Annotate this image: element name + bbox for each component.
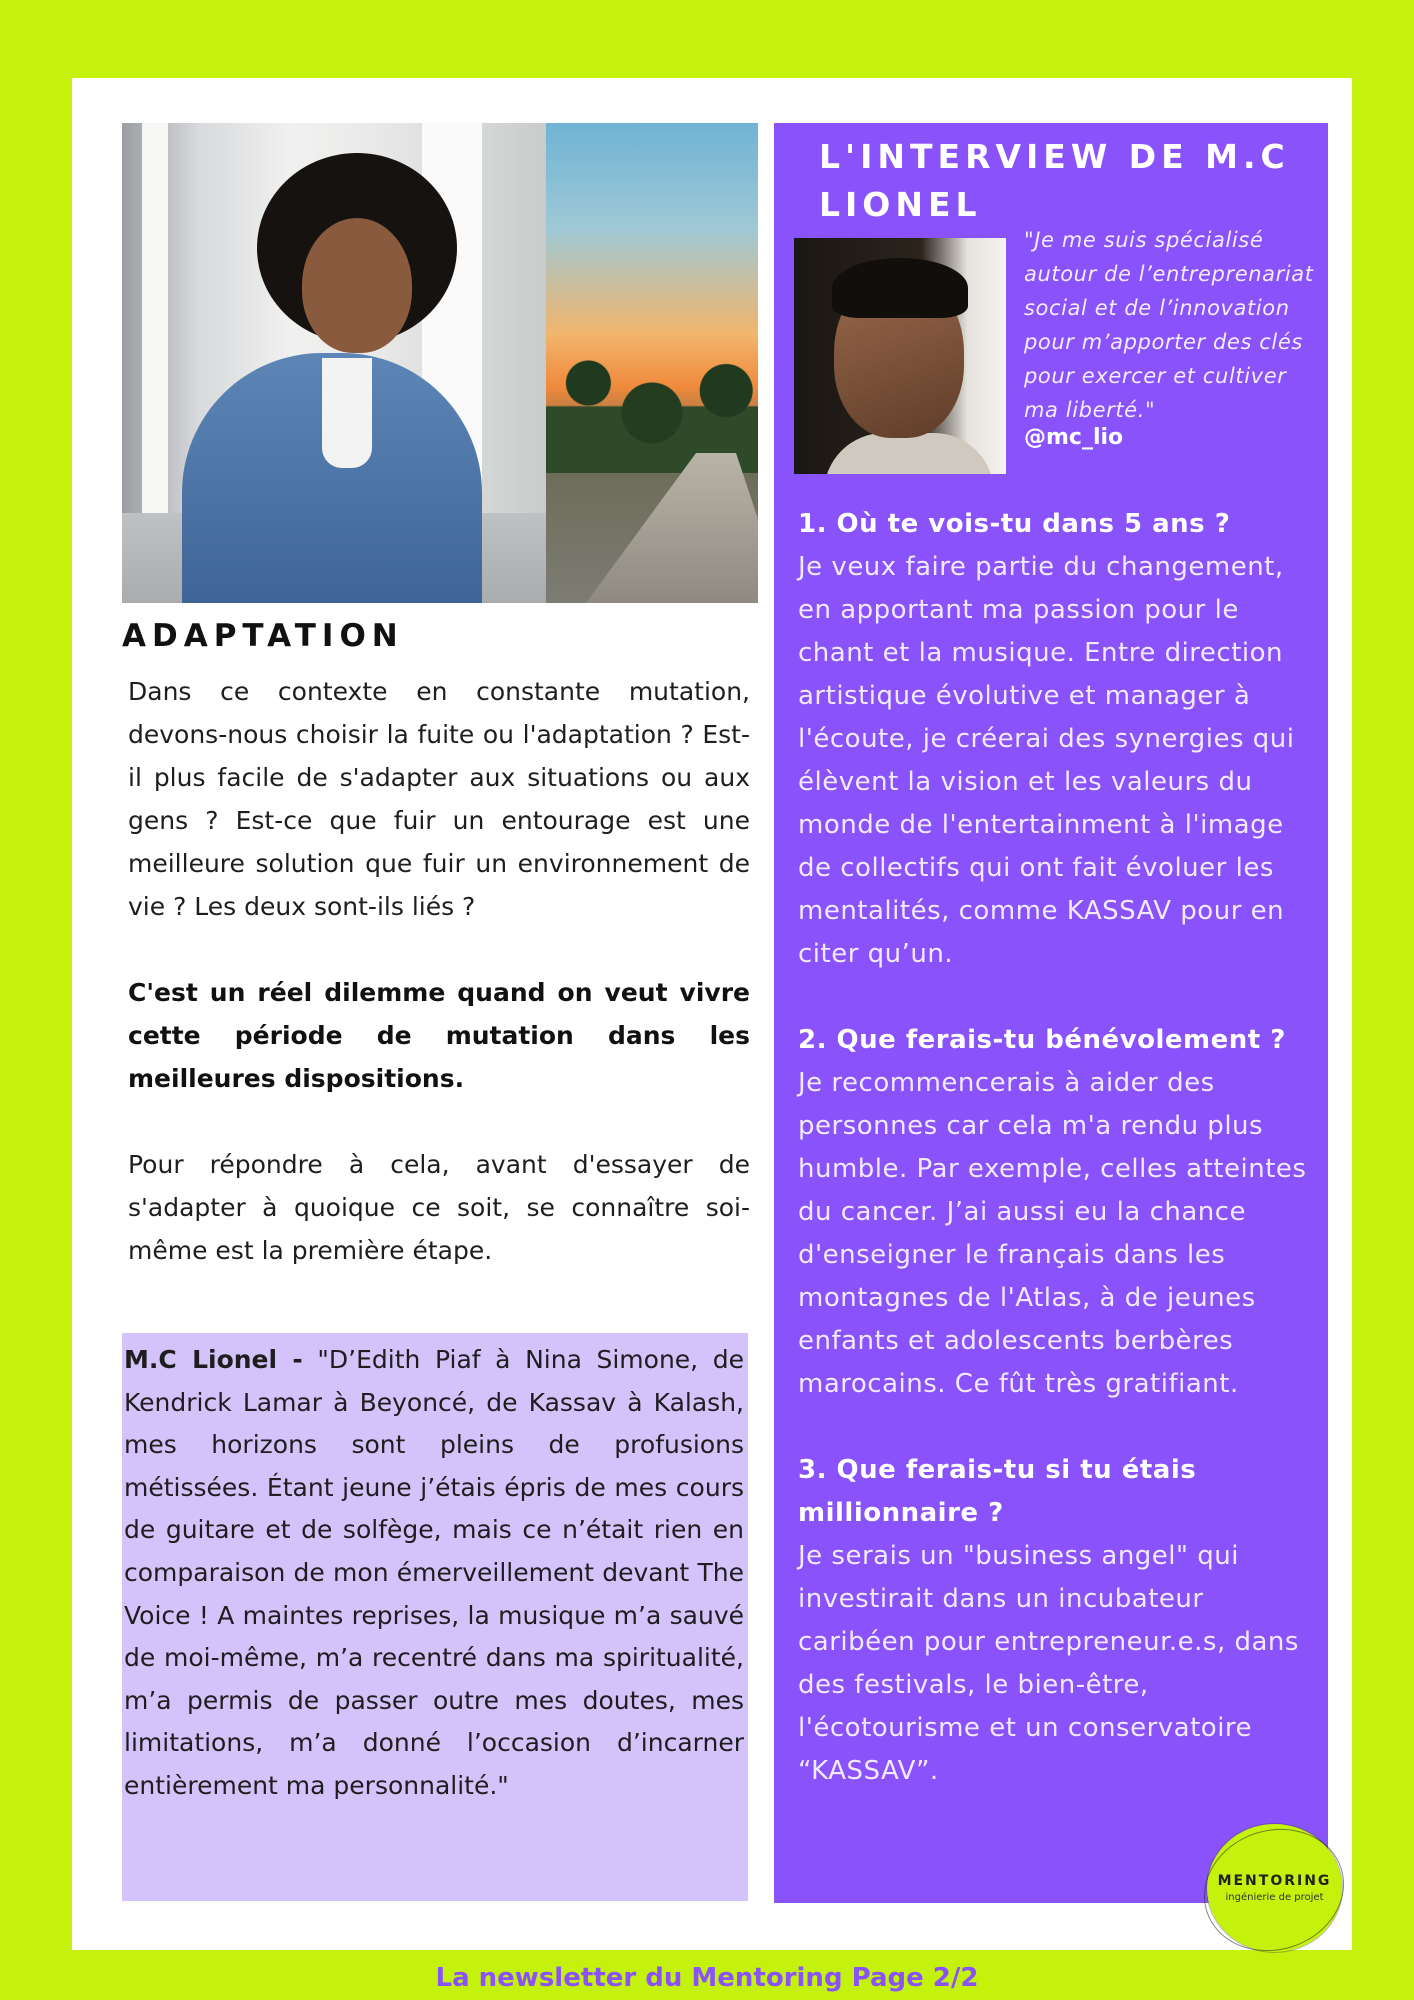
- question-1: 1. Où te vois-tu dans 5 ans ?: [798, 509, 1231, 539]
- mentoring-logo: [1207, 1824, 1342, 1952]
- section-title: ADAPTATION: [122, 618, 404, 654]
- answer-2: Je recommencerais à aider des personnes car cela m'a rendu plus humble. Par exemple, celles atteintes du cancer. J’ai aussi eu la chance d'enseigner le français dans les montagnes de l'Atlas, à de jeunes enfants et adolescents berbères marocains. Ce fût très gratifiant.: [798, 1068, 1307, 1399]
- newsletter-page: [72, 78, 1352, 1950]
- portrait-photo: [122, 123, 546, 603]
- article-body: [128, 670, 750, 1315]
- logo-name: MENTORING: [1217, 1873, 1332, 1889]
- quote-text: "D’Edith Piaf à Nina Simone, de Kendrick Lamar à Beyoncé, de Kassav à Kalash, mes horizons sont pleins de profusions métissées. Étant jeune j’étais épris de mes cours de guitare et de solfège, mais ce n’était rien en comparaison de mon émerveillement devant The Voice ! A maintes reprises, la musique m’a sauvé de moi-même, m’a recentré dans ma spiritualité, m’a permis de passer outre mes doutes, mes limitations, m’a donné l’occasion d’incarner entièrement ma personnalité.": [124, 1345, 744, 1800]
- paragraph-highlight: C'est un réel dilemme quand on veut vivre cette période de mutation dans les meilleures dispositions.: [128, 978, 750, 1093]
- question-2: 2. Que ferais-tu bénévolement ?: [798, 1025, 1286, 1055]
- page-footer: La newsletter du Mentoring Page 2/2: [435, 1963, 979, 1993]
- lionel-quote-box: [122, 1333, 748, 1901]
- lionel-quote: [122, 1333, 748, 1808]
- logo-tagline: ingénierie de projet: [1225, 1892, 1324, 1903]
- social-handle: @mc_lio: [1024, 425, 1124, 450]
- quote-speaker: M.C Lionel -: [124, 1345, 303, 1374]
- header-photos: [122, 123, 758, 603]
- interviewee-photo: [794, 238, 1006, 474]
- answer-3: Je serais un "business angel" qui investirait dans un incubateur caribéen pour entrepreneur.e.s, dans des festivals, le bien-être, l'écotourisme et un conservatoire “KASSAV”.: [798, 1541, 1299, 1786]
- answer-1: Je veux faire partie du changement, en apportant ma passion pour le chant et la musique. Entre direction artistique évolutive et manager à l'écoute, je créerai des synergies qui élèvent la vision et les valeurs du monde de l'entertainment à l'image de collectifs qui ont fait évoluer les mentalités, comme KASSAV pour en citer qu’un.: [798, 552, 1295, 969]
- interview-qa: [798, 503, 1318, 1836]
- paragraph-intro: Dans ce contexte en constante mutation, devons-nous choisir la fuite ou l'adaptation ? Est-il plus facile de s'adapter aux situations ou aux gens ? Est-ce que fuir un entourage est une meilleure solution que fuir un environnement de vie ? Les deux sont-ils liés ?: [128, 677, 750, 921]
- interviewee-quote: "Je me suis spécialisé autour de l’entreprenariat social et de l’innovation pour m’apporter des clés pour exercer et cultiver ma liberté.": [1024, 228, 1314, 422]
- palm-road-photo: [546, 123, 758, 603]
- interview-title: L'INTERVIEW DE M.C LIONEL: [819, 137, 1290, 224]
- question-3: 3. Que ferais-tu si tu étais millionnaire ?: [798, 1455, 1197, 1528]
- interview-panel: [774, 123, 1328, 1903]
- paragraph-conclusion: Pour répondre à cela, avant d'essayer de s'adapter à quoique ce soit, se connaître soi-même est la première étape.: [128, 1150, 750, 1265]
